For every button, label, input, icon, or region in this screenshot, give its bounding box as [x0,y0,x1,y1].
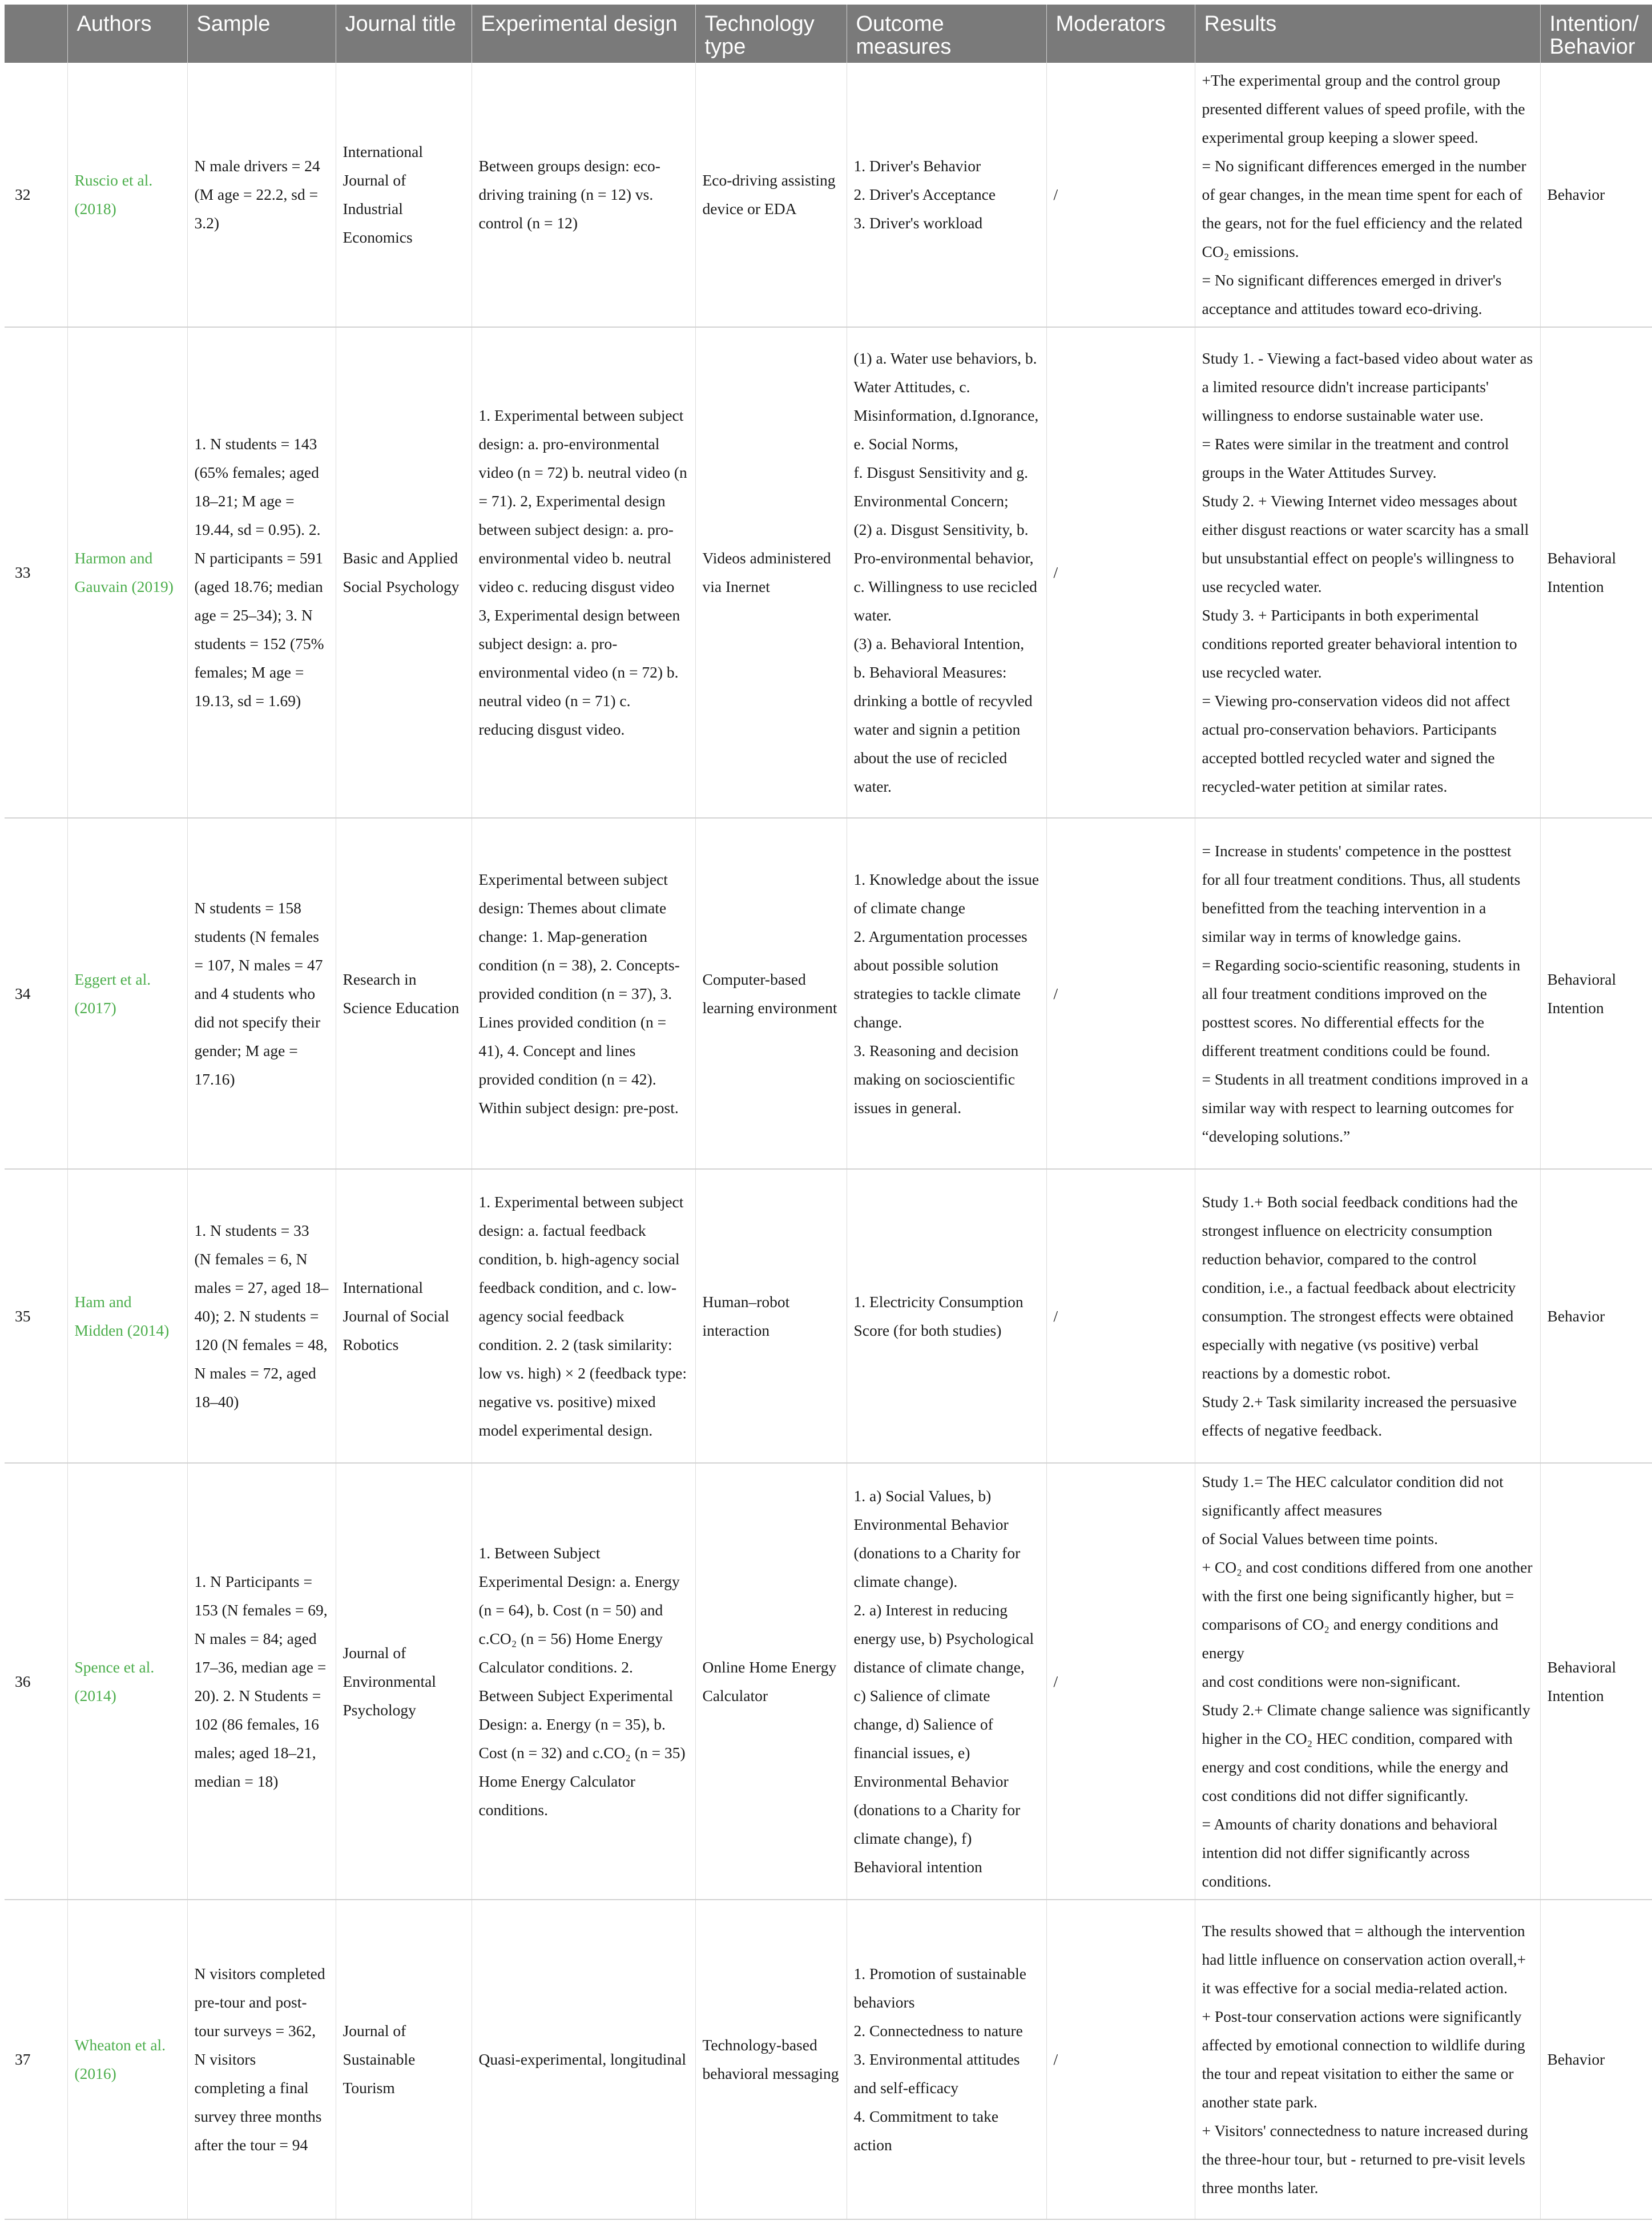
literature-table [5,5,1652,2220]
technology-text: Videos administered via Inernet [702,549,831,595]
row-number-text: 32 [15,186,31,203]
sample-cell [187,1463,336,1900]
results-line: +The experimental group and the control group presented different values of speed profile, with the experimental group keeping a slower speed. [1202,71,1525,146]
journal-text: International Journal of Industrial Economics [343,143,423,246]
journal-cell [336,818,472,1169]
results-line: = Regarding socio-scientific reasoning, students in all four treatment conditions improved on the posttest scores. No differential effects for the different treatment conditions could be found. [1202,956,1521,1059]
moderators-text: / [1053,2050,1058,2068]
technology-cell [695,63,847,327]
sample-cell [187,818,336,1169]
table-row [5,1900,1652,2219]
row-number [5,1169,67,1463]
header-moderators: Moderators [1046,5,1195,63]
outcomes-cell [847,327,1046,818]
intention-behavior-cell [1540,327,1652,818]
row-number [5,1900,67,2219]
intention-behavior-cell [1540,818,1652,1169]
outcomes-line: (3) a. Behavioral Intention, b. Behavioral Measures: drinking a bottle of recyvled water and signin a petition about the use of recicled water. [853,635,1033,795]
journal-cell [336,63,472,327]
journal-cell [336,1463,472,1900]
results-line: The results showed that = although the intervention had little influence on conservation action overall,+ it was effective for a social media-related action. [1202,1922,1526,1997]
design-text: Experimental between subject design: Themes about climate change: 1. Map-generation condition (n = 38), 2. Concepts-provided condition (n = 37), 3. Lines provided condition (n = 41), 4. Concept and lines provided condition (n = 42). Within subject design: pre-post. [478,870,680,1116]
table-row [5,327,1652,818]
sample-cell [187,1900,336,2219]
design-text: Quasi-experimental, longitudinal [478,2050,687,2068]
results-line: Study 2.+ Climate change salience was significantly higher in the CO₂ HEC condition, compared with energy and cost conditions, while the energy and cost conditions did not differ significantly. [1202,1700,1530,1804]
outcomes-line: (1) a. Water use behaviors, b. Water Attitudes, c. Misinformation, d.Ignorance, e. Social Norms, [853,349,1039,453]
outcomes-line: 2. Argumentation processes about possible solution strategies to tackle climate change. [853,927,1028,1031]
design-cell [472,327,695,818]
author-text: Ham and Midden (2014) [74,1292,170,1339]
outcomes-cell [847,1463,1046,1900]
author-text: Wheaton et al. (2016) [74,2036,166,2082]
design-text: 1. Experimental between subject design: a. factual feedback condition, b. high-agency social feedback condition, and c. low-agency social feedback condition. 2. 2 (task similarity: low vs. high) × 2 (feedback type: negative vs. positive) mixed model experimental design. [478,1192,687,1439]
technology-text: Online Home Energy Calculator [702,1658,837,1704]
journal-text: Journal of Environmental Psychology [343,1643,436,1719]
moderators-cell [1046,1900,1195,2219]
journal-cell [336,1900,472,2219]
journal-cell [336,327,472,818]
technology-text: Technology-based behavioral messaging [702,2036,839,2082]
results-cell [1195,327,1540,818]
design-cell [472,818,695,1169]
outcomes-line: 1. Driver's Behavior [853,157,981,175]
results-line: = Increase in students' competence in the posttest for all four treatment conditions. Thus, all students benefitted from the teaching intervention in a similar way in terms of knowledge gains. [1202,841,1521,945]
moderators-cell [1046,327,1195,818]
row-number-text: 37 [15,2050,31,2068]
technology-cell [695,1169,847,1463]
moderators-cell [1046,818,1195,1169]
results-line: + Post-tour conservation actions were significantly affected by emotional connection to wildlife during the tour and repeat visitation to either the same or another state park. [1202,2008,1525,2111]
results-line: = No significant differences emerged in driver's acceptance and attitudes toward eco-driving. [1202,271,1502,317]
results-line: Study 2.+ Task similarity increased the persuasive effects of negative feedback. [1202,1392,1517,1439]
sample-text: N male drivers = 24 (M age = 22.2, sd = 3.2) [194,157,320,232]
author-cell [67,1463,187,1900]
sample-text: N students = 158 students (N females = 107, N males = 47 and 4 students who did not specify their gender; M age = 17.16) [194,898,323,1088]
row-number-text: 34 [15,984,31,1002]
intention-behavior-text: Behavioral Intention [1547,970,1617,1017]
row-number-text: 33 [15,563,31,581]
header-num [5,5,67,63]
author-cell [67,1169,187,1463]
outcomes-cell [847,1169,1046,1463]
row-number [5,327,67,818]
results-cell [1195,818,1540,1169]
author-text: Harmon and Gauvain (2019) [74,549,174,595]
results-line: = Rates were similar in the treatment and control groups in the Water Attitudes Survey. [1202,435,1509,481]
results-cell [1195,1900,1540,2219]
intention-behavior-cell [1540,1463,1652,1900]
intention-behavior-cell [1540,1169,1652,1463]
author-cell [67,818,187,1169]
header-row [5,5,1652,63]
intention-behavior-text: Behavior [1547,1307,1605,1325]
author-cell [67,63,187,327]
author-text: Spence et al. (2014) [74,1658,155,1704]
moderators-cell [1046,1169,1195,1463]
sample-text: 1. N Participants = 153 (N females = 69, N males = 84; aged 17–36, median age = 20). 2. N Students = 102 (86 females, 16 males; aged 18–21, median = 18) [194,1572,328,1790]
technology-text: Computer-based learning environment [702,970,837,1017]
header-sample: Sample [187,5,336,63]
results-cell [1195,1169,1540,1463]
technology-cell [695,818,847,1169]
outcomes-line: 2. a) Interest in reducing energy use, b) Psychological distance of climate change, c) Salience of climate change, d) Salience of financial issues, e) Environmental Behavior (donations to a Charity for climate change), f) Behavioral intention [853,1601,1034,1876]
author-text: Eggert et al. (2017) [74,970,151,1017]
results-line: and cost conditions were non-significant. [1202,1672,1461,1690]
results-line: + CO₂ and cost conditions differed from one another with the first one being significantly higher, but = comparisons of CO₂ and energy conditions and energy [1202,1558,1533,1662]
moderators-cell [1046,63,1195,327]
author-cell [67,327,187,818]
row-number [5,1463,67,1900]
outcomes-cell [847,63,1046,327]
header-experimental-design: Experimental design [472,5,695,63]
design-text: Between groups design: eco-driving training (n = 12) vs. control (n = 12) [478,157,660,232]
outcomes-line: 1. a) Social Values, b) Environmental Behavior (donations to a Charity for climate change). [853,1486,1021,1590]
results-line: = Students in all treatment conditions improved in a similar way with respect to learning outcomes for “developing solutions.” [1202,1070,1529,1145]
sample-cell [187,1169,336,1463]
design-cell [472,1169,695,1463]
intention-behavior-text: Behavioral Intention [1547,1658,1617,1704]
journal-text: Basic and Applied Social Psychology [343,549,460,595]
table-row [5,818,1652,1169]
results-line: = Amounts of charity donations and behavioral intention did not differ significantly across conditions. [1202,1815,1498,1890]
moderators-text: / [1053,186,1058,203]
row-number [5,63,67,327]
intention-behavior-text: Behavioral Intention [1547,549,1617,595]
outcomes-line: 1. Electricity Consumption Score (for both studies) [853,1292,1024,1339]
sample-cell [187,327,336,818]
moderators-text: / [1053,1672,1058,1690]
technology-text: Eco-driving assisting device or EDA [702,171,836,217]
results-cell [1195,63,1540,327]
results-line: Study 2. + Viewing Internet video messages about either disgust reactions or water scarcity has a small but unsubstantial effect on people's willingness to use recycled water. [1202,492,1529,595]
results-line: of Social Values between time points. [1202,1529,1438,1547]
outcomes-line: 3. Reasoning and decision making on socioscientific issues in general. [853,1041,1019,1116]
results-line: Study 1. - Viewing a fact-based video about water as a limited resource didn't increase participants' willingness to endorse sustainable water use. [1202,349,1533,424]
moderators-text: / [1053,984,1058,1002]
design-cell [472,1900,695,2219]
outcomes-cell [847,818,1046,1169]
sample-text: 1. N students = 33 (N females = 6, N males = 27, aged 18–40); 2. N students = 120 (N females = 48, N males = 72, aged 18–40) [194,1221,329,1410]
outcomes-line: 4. Commitment to take action [853,2107,999,2154]
outcomes-line: f. Disgust Sensitivity and g. Environmental Concern; [853,463,1029,510]
moderators-cell [1046,1463,1195,1900]
moderators-text: / [1053,563,1058,581]
results-line: Study 3. + Participants in both experimental conditions reported greater behavioral intention to use recycled water. [1202,606,1517,681]
journal-text: Journal of Sustainable Tourism [343,2022,416,2097]
results-line: Study 1.+ Both social feedback conditions had the strongest influence on electricity consumption reduction behavior, compared to the control condition, i.e., a factual feedback about electricity consumption. The strongest effects were obtained especially with negative (vs positive) verbal reactions by a domestic robot. [1202,1192,1518,1382]
design-cell [472,1463,695,1900]
results-line: Study 1.= The HEC calculator condition did not significantly affect measures [1202,1472,1504,1519]
table-row [5,1463,1652,1900]
row-number-text: 36 [15,1672,31,1690]
intention-behavior-text: Behavior [1547,2050,1605,2068]
header-intention-behavior: Intention/ Behavior [1540,5,1652,63]
results-line: = Viewing pro-conservation videos did not affect actual pro-conservation behaviors. Participants accepted bottled recycled water and signed the recycled-water petition at similar rates. [1202,692,1510,795]
outcomes-line: 1. Promotion of sustainable behaviors [853,1965,1026,2011]
technology-cell [695,1463,847,1900]
outcomes-cell [847,1900,1046,2219]
journal-text: International Journal of Social Robotics [343,1278,449,1353]
table-row [5,1169,1652,1463]
technology-cell [695,1900,847,2219]
journal-cell [336,1169,472,1463]
header-outcome-measures: Outcome measures [847,5,1046,63]
row-number [5,818,67,1169]
results-line: = No significant differences emerged in the number of gear changes, in the mean time spent for each of the gears, not for the fuel efficiency and the related CO₂ emissions. [1202,157,1526,260]
intention-behavior-cell [1540,63,1652,327]
outcomes-line: (2) a. Disgust Sensitivity, b. Pro-environmental behavior, c. Willingness to use recicled water. [853,521,1037,624]
design-text: 1. Experimental between subject design: a. pro-environmental video (n = 72) b. neutral video (n = 71). 2, Experimental design between subject design: a. pro-environmental video b. neutral video c. reducing disgust video 3, Experimental design between subject design: a. pro-environmental video (n = 72) b. neutral video (n = 71) c. reducing disgust video. [478,406,687,738]
design-cell [472,63,695,327]
intention-behavior-cell [1540,1900,1652,2219]
outcomes-line: 3. Environmental attitudes and self-efficacy [853,2050,1020,2097]
intention-behavior-text: Behavior [1547,186,1605,203]
technology-text: Human–robot interaction [702,1292,790,1339]
sample-cell [187,63,336,327]
journal-text: Research in Science Education [343,970,460,1017]
sample-text: N visitors completed pre-tour and post-tour surveys = 362, N visitors completing a final survey three months after the tour = 94 [194,1965,325,2154]
technology-cell [695,327,847,818]
sample-text: 1. N students = 143 (65% females; aged 18–21; M age = 19.44, sd = 0.95). 2. N participants = 591 (aged 18.76; median age = 25–34); 3. N students = 152 (75% females; M age = 19.13, sd = 1.69) [194,435,324,710]
outcomes-line: 1. Knowledge about the issue of climate change [853,870,1039,917]
header-authors: Authors [67,5,187,63]
author-text: Ruscio et al. (2018) [74,171,153,217]
design-text: 1. Between Subject Experimental Design: a. Energy (n = 64), b. Cost (n = 50) and c.CO₂ (n = 56) Home Energy Calculator conditions. 2. Between Subject Experimental Design: a. Energy (n = 35), b. Cost (n = 32) and c.CO₂ (n = 35) Home Energy Calculator conditions. [478,1543,686,1819]
moderators-text: / [1053,1307,1058,1325]
row-number-text: 35 [15,1307,31,1325]
header-journal-title: Journal title [336,5,472,63]
table-container [5,5,1647,2220]
header-results: Results [1195,5,1540,63]
author-cell [67,1900,187,2219]
outcomes-line: 2. Driver's Acceptance [853,186,996,203]
outcomes-line: 3. Driver's workload [853,214,983,232]
table-row [5,63,1652,327]
outcomes-line: 2. Connectedness to nature [853,2022,1023,2039]
results-cell [1195,1463,1540,1900]
header-technology-type: Technology type [695,5,847,63]
results-line: + Visitors' connectedness to nature increased during the three-hour tour, but - returned to pre-visit levels three months later. [1202,2122,1528,2196]
